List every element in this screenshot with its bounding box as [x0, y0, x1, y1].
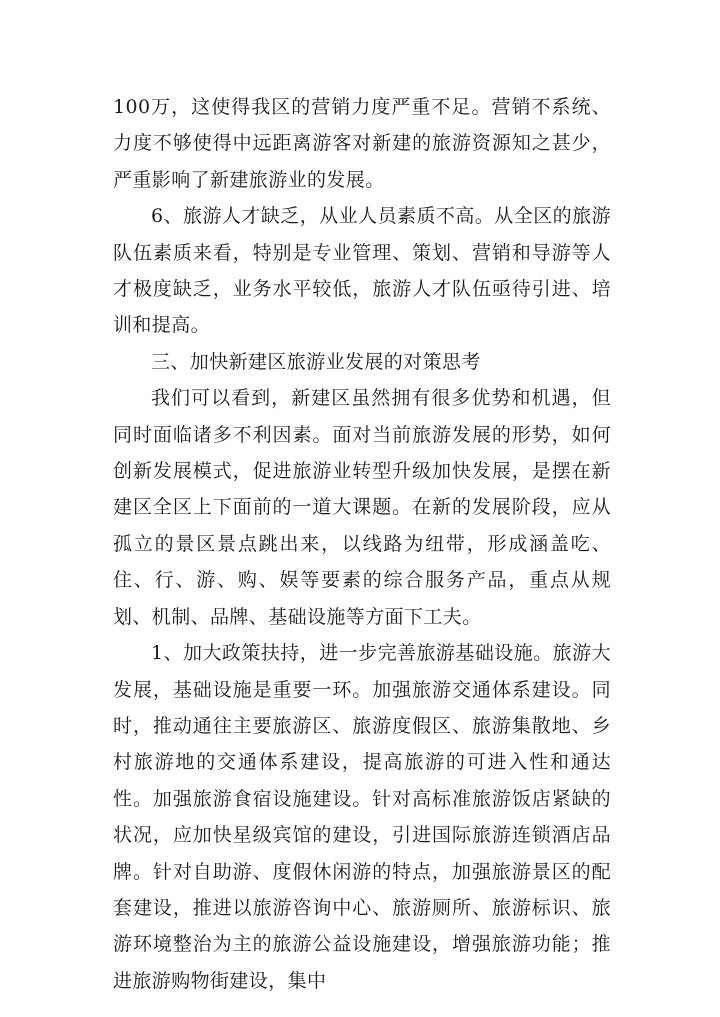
document-body — [113, 89, 611, 999]
paragraph-infrastructure-policy: 1、加大政策扶持，进一步完善旅游基础设施。旅游大发展，基础设施是重要一环。加强旅游交通体系建设。同时，推动通往主要旅游区、旅游度假区、旅游集散地、乡村旅游地的交通体系建设，提高旅游的可进入性和通达性。加强旅游食宿设施建设。针对高标准旅游饭店紧缺的状况，应加快星级宾馆的建设，引进国际旅游连锁酒店品牌。针对自助游、度假休闲游的特点，加强旅游景区的配套建设，推进以旅游咨询中心、旅游厕所、旅游标识、旅游环境整治为主的旅游公益设施建设，增强旅游功能；推进旅游购物街建设，集中 — [113, 642, 611, 992]
paragraph-marketing-shortfall: 100万，这使得我区的营销力度严重不足。营销不系统、力度不够使得中远距离游客对新建的旅游资源知之甚少，严重影响了新建旅游业的发展。 — [113, 96, 611, 191]
paragraph-strategy-overview: 我们可以看到，新建区虽然拥有很多优势和机遇，但同时面临诸多不利因素。面对当前旅游发展的形势，如何创新发展模式，促进旅游业转型升级加快发展，是摆在新建区全区上下面前的一道大课题。在新的发展阶段，应从孤立的景区景点跳出来，以线路为纽带，形成涵盖吃、住、行、游、购、娱等要素的综合服务产品，重点从规划、机制、品牌、基础设施等方面下工夫。 — [113, 387, 611, 628]
section-heading: 三、加快新建区旅游业发展的对策思考 — [151, 350, 481, 373]
paragraph-talent-shortage: 6、旅游人才缺乏，从业人员素质不高。从全区的旅游队伍素质来看，特别是专业管理、策划、营销和导游等人才极度缺乏，业务水平较低，旅游人才队伍亟待引进、培训和提高。 — [113, 205, 611, 337]
